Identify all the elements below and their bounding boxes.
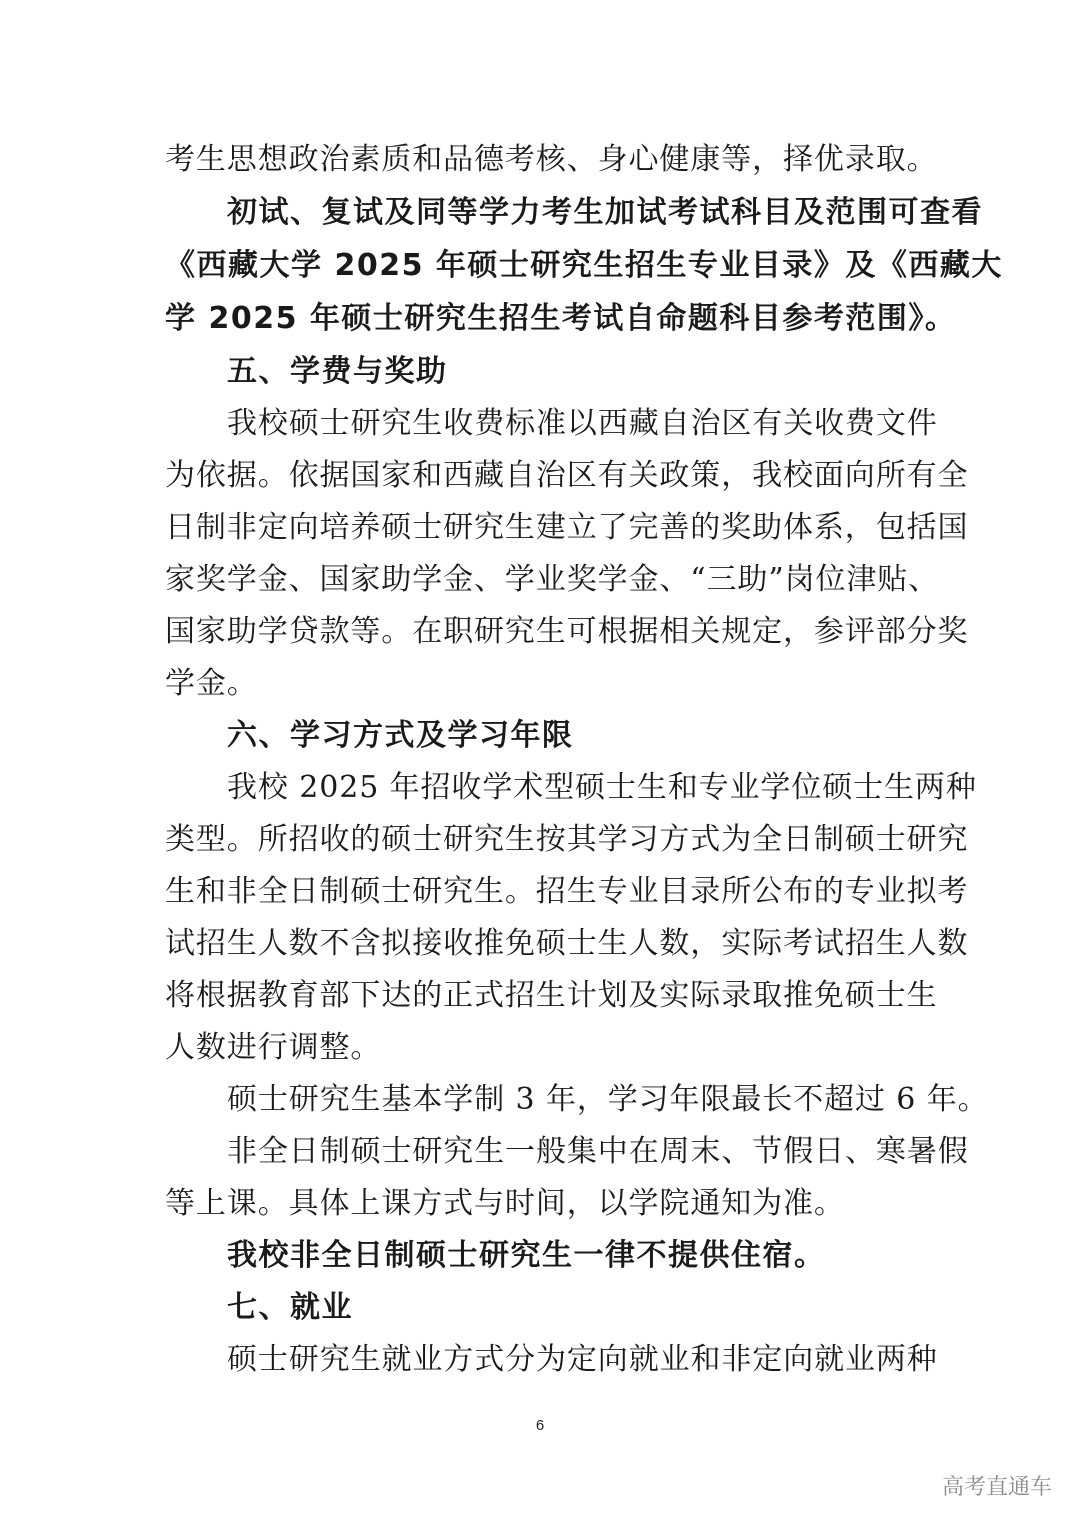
text-line: 《西藏大学 2025 年硕士研究生招生专业目录》及《西藏大 [165, 248, 1003, 283]
section-heading: 五、学费与奖助 [227, 354, 448, 389]
text-line: 人数进行调整。 [165, 1030, 382, 1065]
page-number: 6 [535, 1417, 545, 1434]
text-line: 学 2025 年硕士研究生招生考试自命题科目参考范围》。 [165, 301, 957, 336]
text-line: 等上课。具体上课方式与时间，以学院通知为准。 [165, 1186, 845, 1221]
text-line: 我校非全日制硕士研究生一律不提供住宿。 [227, 1238, 826, 1273]
text-line: 生和非全日制硕士研究生。招生专业目录所公布的专业拟考 [165, 874, 969, 909]
text-line: 我校 2025 年招收学术型硕士生和专业学位硕士生两种 [227, 770, 977, 805]
text-line: 非全日制硕士研究生一般集中在周末、节假日、寒暑假 [227, 1134, 969, 1169]
text-line: 类型。所招收的硕士研究生按其学习方式为全日制硕士研究 [165, 822, 969, 857]
text-line: 硕士研究生基本学制 3 年，学习年限最长不超过 6 年。 [227, 1082, 989, 1117]
text-line: 为依据。依据国家和西藏自治区有关政策，我校面向所有全 [165, 458, 969, 493]
text-line: 国家助学贷款等。在职研究生可根据相关规定，参评部分奖 [165, 614, 969, 649]
text-line: 我校硕士研究生收费标准以西藏自治区有关收费文件 [227, 406, 938, 441]
text-line: 考生思想政治素质和品德考核、身心健康等，择优录取。 [165, 142, 938, 177]
section-heading: 六、学习方式及学习年限 [227, 718, 574, 753]
section-heading: 七、就业 [227, 1290, 353, 1325]
text-line: 学金。 [165, 666, 258, 701]
text-line: 日制非定向培养硕士研究生建立了完善的奖助体系，包括国 [165, 510, 969, 545]
text-line: 硕士研究生就业方式分为定向就业和非定向就业两种 [227, 1342, 938, 1377]
text-line: 家奖学金、国家助学金、学业奖学金、“三助”岗位津贴、 [165, 562, 940, 597]
text-line: 试招生人数不含拟接收推免硕士生人数，实际考试招生人数 [165, 926, 969, 961]
text-line: 初试、复试及同等学力考生加试考试科目及范围可查看 [227, 195, 983, 230]
text-line: 将根据教育部下达的正式招生计划及实际录取推免硕士生 [165, 978, 938, 1013]
source-watermark: 高考直通车 [941, 1475, 1052, 1500]
